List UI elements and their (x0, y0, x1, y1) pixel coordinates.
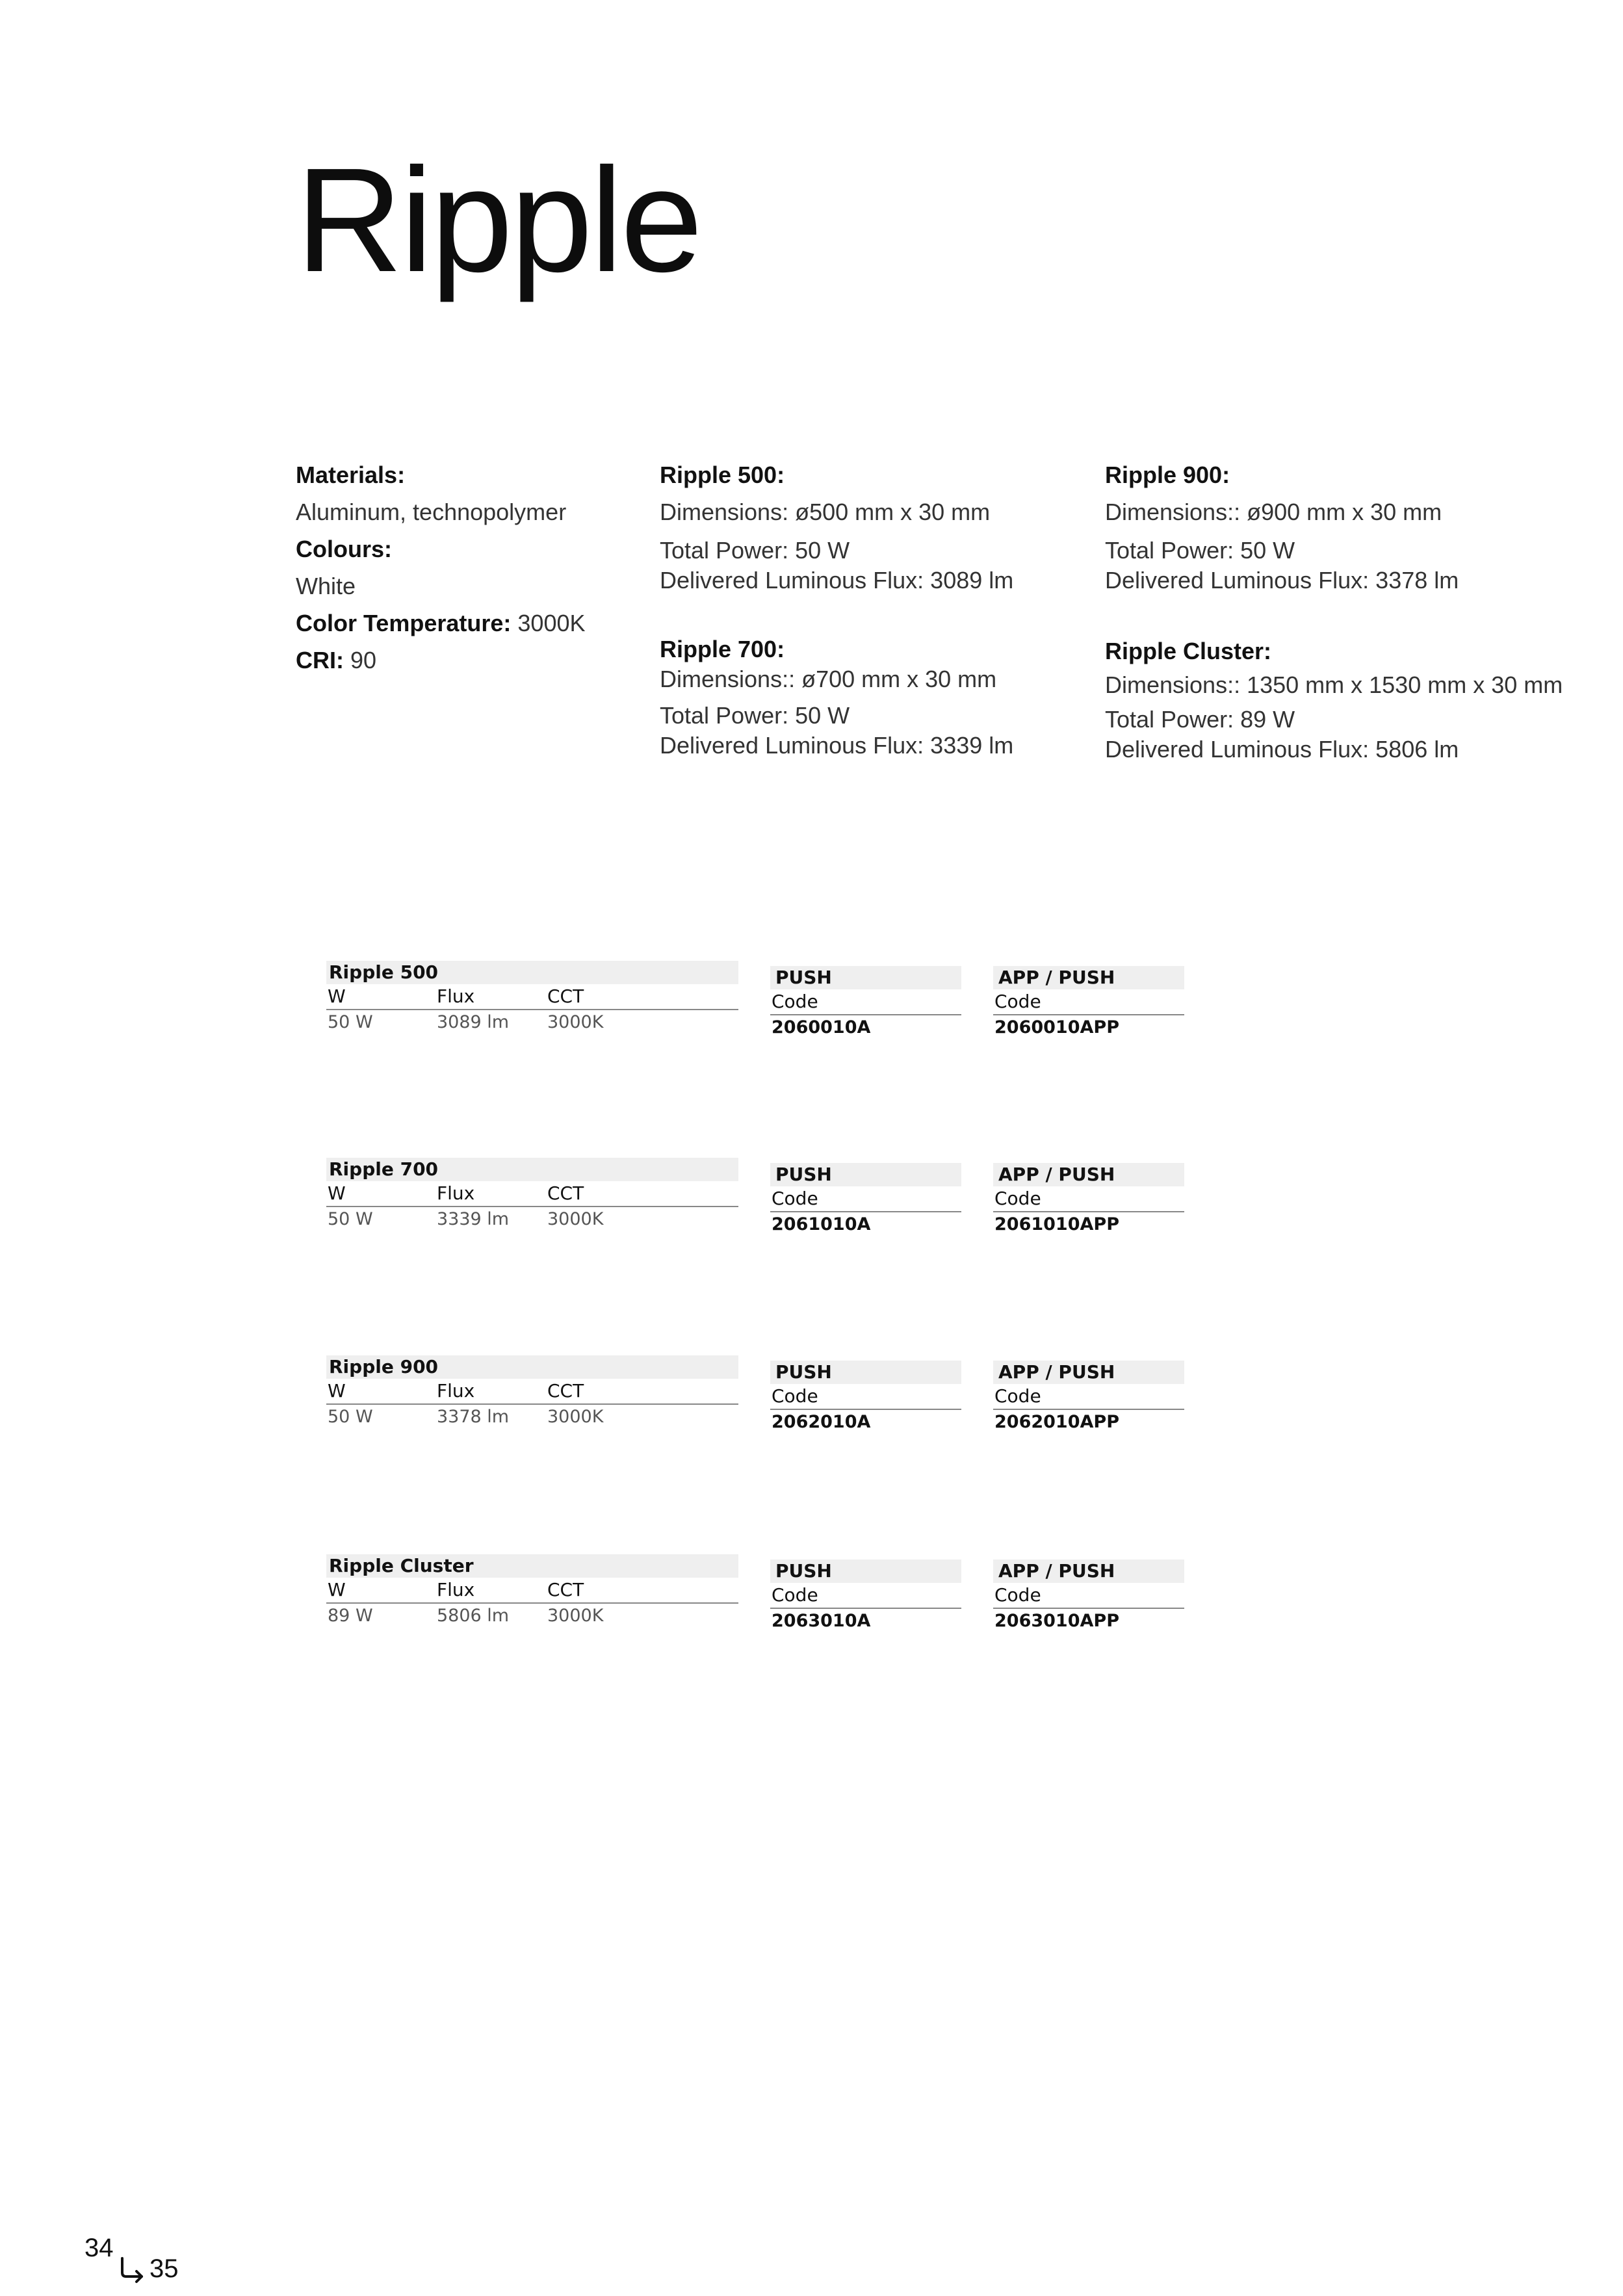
push-code-row (770, 1212, 961, 1237)
ripple-900-heading: Ripple 900: (1105, 462, 1230, 488)
push-code-row (770, 1410, 961, 1435)
column-header-cct: CCT (547, 985, 584, 1007)
page-title: Ripple (296, 138, 701, 303)
app-push-code-row (993, 1410, 1184, 1435)
push-code-label: Code (772, 991, 818, 1012)
page-number-right: 35 (149, 2254, 179, 2283)
push-code: 2060010A (772, 1017, 871, 1037)
product-table-group (0, 1158, 1623, 1262)
app-push-code: 2062010APP (994, 1412, 1119, 1432)
ripple-cluster-flux: Delivered Luminous Flux: 5806 lm (1105, 736, 1459, 763)
cri-label: CRI: (296, 647, 344, 673)
app-push-table (993, 1163, 1184, 1237)
push-code: 2062010A (772, 1412, 871, 1432)
app-push-code-row (993, 1015, 1184, 1040)
value-cct: 3000K (547, 1012, 604, 1032)
value-cct: 3000K (547, 1606, 604, 1626)
column-header-w: W (328, 985, 346, 1007)
app-push-code-label: Code (994, 1584, 1041, 1606)
app-push-table-header: APP / PUSH (993, 1559, 1184, 1583)
push-code-row (770, 1609, 961, 1634)
ripple-700-power: Total Power: 50 W (660, 702, 850, 729)
spec-table (326, 1554, 738, 1628)
app-push-table-header: APP / PUSH (993, 1163, 1184, 1186)
value-w: 89 W (328, 1606, 373, 1626)
app-push-code-label-row (993, 1186, 1184, 1212)
materials-value: Aluminum, technopolymer (296, 499, 567, 525)
materials-label: Materials: (296, 462, 406, 488)
value-flux: 3339 lm (437, 1209, 510, 1229)
ripple-cluster-power: Total Power: 89 W (1105, 706, 1295, 733)
app-push-table (993, 1559, 1184, 1634)
ripple-900-specs (1105, 456, 1459, 595)
ripple-500-flux: Delivered Luminous Flux: 3089 lm (660, 567, 1014, 594)
push-code-label-row (770, 1186, 961, 1212)
colours-value: White (296, 573, 356, 599)
push-code-label-row (770, 1384, 961, 1410)
push-table-header: PUSH (770, 966, 961, 989)
spec-table-header: Ripple 700 (326, 1158, 738, 1181)
app-push-code-label: Code (994, 1385, 1041, 1407)
spec-table-header: Ripple Cluster (326, 1554, 738, 1578)
ripple-500-dimensions: Dimensions: ø500 mm x 30 mm (660, 499, 991, 525)
app-push-code-label-row (993, 989, 1184, 1015)
push-table-header: PUSH (770, 1361, 961, 1384)
push-table (770, 1559, 961, 1634)
spec-table-header: Ripple 500 (326, 961, 738, 984)
app-push-table-header: APP / PUSH (993, 966, 1184, 989)
ripple-900-flux: Delivered Luminous Flux: 3378 lm (1105, 567, 1459, 594)
ripple-700-dimensions: Dimensions:: ø700 mm x 30 mm (660, 666, 997, 692)
ripple-700-specs (660, 634, 1013, 761)
spec-table-row (326, 1010, 738, 1035)
column-header-flux: Flux (437, 1380, 475, 1402)
product-table-group (0, 1554, 1623, 1658)
spec-table-row (326, 1604, 738, 1628)
push-table (770, 1361, 961, 1435)
value-cct: 3000K (547, 1209, 604, 1229)
value-w: 50 W (328, 1407, 373, 1427)
ripple-cluster-specs (1105, 634, 1563, 764)
app-push-code: 2063010APP (994, 1611, 1119, 1631)
push-code-label: Code (772, 1188, 818, 1209)
app-push-code-label: Code (994, 1188, 1041, 1209)
app-push-code-label: Code (994, 991, 1041, 1012)
spec-table (326, 1158, 738, 1232)
column-header-w: W (328, 1579, 346, 1600)
push-table-header: PUSH (770, 1163, 961, 1186)
push-code-label: Code (772, 1385, 818, 1407)
general-specs (296, 456, 586, 679)
value-flux: 3089 lm (437, 1012, 510, 1032)
value-cct: 3000K (547, 1407, 604, 1427)
ripple-900-power: Total Power: 50 W (1105, 537, 1295, 564)
column-header-w: W (328, 1380, 346, 1402)
push-code: 2061010A (772, 1214, 871, 1234)
push-table (770, 1163, 961, 1237)
ripple-500-power: Total Power: 50 W (660, 537, 850, 564)
spec-table (326, 961, 738, 1035)
value-w: 50 W (328, 1012, 373, 1032)
app-push-code: 2060010APP (994, 1017, 1119, 1037)
push-code-label: Code (772, 1584, 818, 1606)
app-push-code-label-row (993, 1583, 1184, 1609)
value-w: 50 W (328, 1209, 373, 1229)
color-temperature (296, 605, 586, 642)
spec-table-row (326, 1405, 738, 1429)
push-code: 2063010A (772, 1611, 871, 1631)
page-number-left: 34 (84, 2234, 114, 2262)
app-push-table (993, 966, 1184, 1040)
app-push-table (993, 1361, 1184, 1435)
color-temperature-label: Color Temperature: (296, 610, 512, 636)
product-table-group (0, 1355, 1623, 1459)
ripple-700-heading: Ripple 700: (660, 636, 785, 662)
ripple-cluster-heading: Ripple Cluster: (1105, 638, 1272, 664)
app-push-code-row (993, 1609, 1184, 1634)
column-header-cct: CCT (547, 1182, 584, 1204)
value-flux: 3378 lm (437, 1407, 510, 1427)
product-table-group (0, 961, 1623, 1065)
value-flux: 5806 lm (437, 1606, 510, 1626)
cri (296, 642, 586, 679)
app-push-code-row (993, 1212, 1184, 1237)
spec-table-column-headers (326, 1379, 738, 1405)
colours-label: Colours: (296, 536, 392, 562)
push-table-header: PUSH (770, 1559, 961, 1583)
ripple-500-heading: Ripple 500: (660, 462, 785, 488)
app-push-table-header: APP / PUSH (993, 1361, 1184, 1384)
ripple-cluster-dimensions: Dimensions:: 1350 mm x 1530 mm x 30 mm (1105, 672, 1563, 698)
spec-table (326, 1355, 738, 1429)
cri-value: 90 (350, 647, 377, 673)
push-code-label-row (770, 1583, 961, 1609)
ripple-900-dimensions: Dimensions:: ø900 mm x 30 mm (1105, 499, 1442, 525)
column-header-cct: CCT (547, 1380, 584, 1402)
column-header-cct: CCT (547, 1579, 584, 1600)
column-header-flux: Flux (437, 1579, 475, 1600)
push-table (770, 966, 961, 1040)
app-push-code: 2061010APP (994, 1214, 1119, 1234)
column-header-flux: Flux (437, 985, 475, 1007)
app-push-code-label-row (993, 1384, 1184, 1410)
ripple-500-specs (660, 456, 1013, 595)
spec-table-header: Ripple 900 (326, 1355, 738, 1379)
spec-table-column-headers (326, 1578, 738, 1604)
push-code-row (770, 1015, 961, 1040)
push-code-label-row (770, 989, 961, 1015)
column-header-flux: Flux (437, 1182, 475, 1204)
ripple-700-flux: Delivered Luminous Flux: 3339 lm (660, 732, 1014, 759)
return-arrow-icon (117, 2256, 146, 2284)
column-header-w: W (328, 1182, 346, 1204)
spec-table-column-headers (326, 1181, 738, 1207)
spec-table-row (326, 1207, 738, 1232)
spec-table-column-headers (326, 984, 738, 1010)
color-temperature-value: 3000K (517, 610, 586, 636)
